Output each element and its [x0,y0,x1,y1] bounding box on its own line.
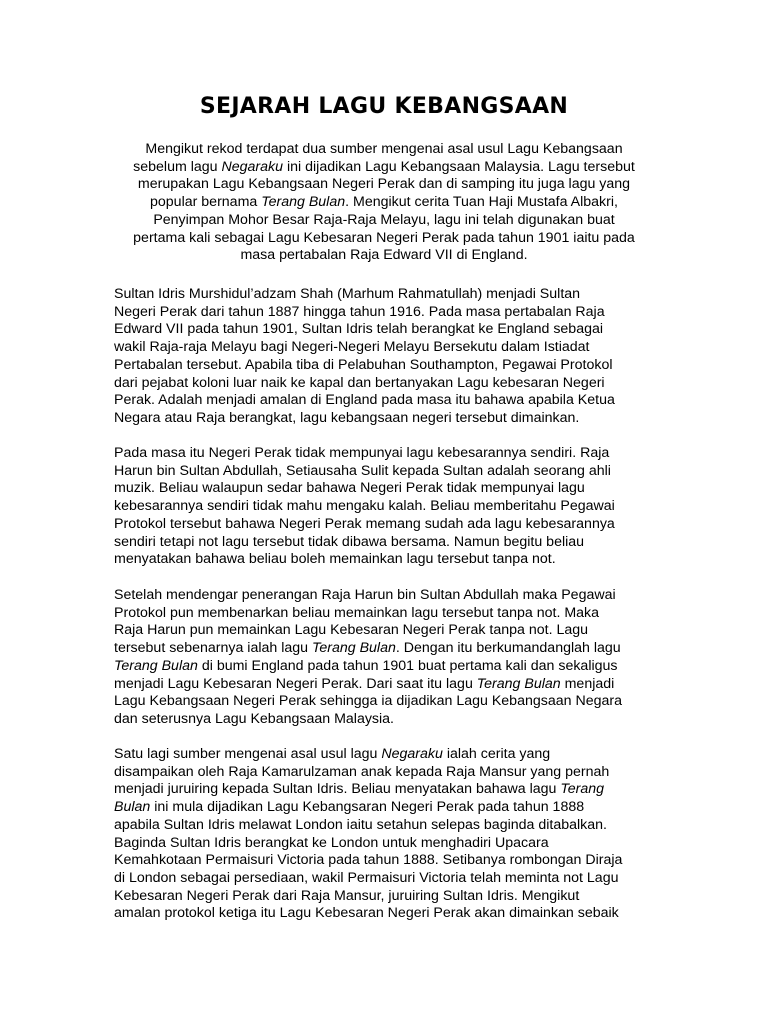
text-segment: ini mula dijadikan Lagu Kebangsaran Negeri Perak pada tahun 1888 [150,799,585,816]
text-line [114,480,662,498]
text-segment: Raja Harun pun memainkan Lagu Kebesaran Negeri Perak tanpa not. Lagu [114,622,589,639]
text-line [108,230,660,248]
text-segment: pertama kali sebagai Lagu Kebesaran Negeri Perak pada tahun 1901 iaitu pada [133,229,635,246]
text-segment: di London sebagai persediaan, wakil Permaisuri Victoria telah meminta not Lagu [114,869,619,886]
text-line [114,551,662,569]
text-line [114,640,662,658]
text-segment: Protokol pun membenarkan beliau memainkan lagu tersebut tanpa not. Maka [114,604,600,621]
text-segment: sebelum lagu [133,158,222,175]
text-line [108,194,660,212]
body-paragraph [114,587,662,729]
text-segment: merupakan Lagu Kebangsaan Negeri Perak dan di samping itu juga lagu yang [137,176,631,193]
text-line [114,410,662,428]
text-segment: di bumi England pada tahun 1901 buat pertama kali dan sekaligus [197,657,618,674]
text-line [114,711,662,729]
text-line [114,286,662,304]
text-segment: Satu lagi sumber mengenai asal usul lagu [114,746,382,762]
text-segment: Penyimpan Mohor Besar Raja-Raja Melayu, lagu ini telah digunakan buat [153,211,615,228]
text-segment: masa pertabalan Raja Edward VII di England. [240,247,528,264]
text-segment: dan seterusnya Lagu Kebangsaan Malaysia. [114,710,395,727]
text-segment: Lagu Kebangsaan Negeri Perak sehingga ia dijadikan Lagu Kebangsaan Negara [114,693,622,710]
text-line [114,693,662,711]
italic-title-text: Bulan [114,799,151,816]
text-segment: amalan protokol ketiga itu Lagu Kebesaran Negeri Perak akan dimainkan sebaik [114,905,619,922]
text-segment: Sultan Idris Murshidul’adzam Shah (Marhum Rahmatullah) menjadi Sultan [114,286,581,302]
text-line [114,321,662,339]
text-segment: Negara atau Raja berangkat, lagu kebangsaan negeri tersebut dimainkan. [114,409,580,426]
text-line [108,141,660,159]
text-line [114,764,662,782]
text-line [114,622,662,640]
text-segment: ini dijadikan Lagu Kebangsaan Malaysia. Lagu tersebut [283,158,635,175]
text-line [114,339,662,357]
text-segment: kebesarannya sendiri tidak mahu mengaku kalah. Beliau memberitahu Pegawai [114,498,615,515]
text-line [114,498,662,516]
italic-title-text: Terang Bulan [114,657,198,674]
text-segment: tersebut sebenarnya ialah lagu [114,640,312,657]
text-segment: menjadi juruiring kepada Sultan Idris. Beliau menyatakan bahawa lagu [114,781,561,798]
text-segment: Pertabalan tersebut. Apabila tiba di Pelabuhan Southampton, Pegawai Protokol [114,356,613,373]
text-line [114,658,662,676]
text-line [114,799,662,817]
text-segment: . Mengikut cerita Tuan Haji Mustafa Albakri, [345,194,618,211]
text-segment: Kemahkotaan Permaisuri Victoria pada tahun 1888. Setibanya rombongan Diraja [114,852,623,869]
text-line [114,781,662,799]
body-paragraph [114,746,662,923]
text-line [114,304,662,322]
text-line [114,463,662,481]
text-segment: Pada masa itu Negeri Perak tidak mempunyai lagu kebesarannya sendiri. Raja [114,445,610,461]
italic-title-text: Terang Bulan [261,194,346,211]
text-line [108,247,660,265]
text-line [114,516,662,534]
text-segment: menjadi Lagu Kebesaran Negeri Perak. Dari saat itu lagu [114,675,477,692]
text-line [108,176,660,194]
italic-title-text: Terang Bulan [311,640,396,657]
intro-paragraph [108,141,660,265]
text-segment: wakil Raja-raja Melayu bagi Negeri-Negeri Melayu Bersekutu dalam Istiadat [114,339,590,356]
text-segment: dari pejabat koloni luar naik ke kapal dan bertanyakan Lagu kebesaran Negeri [114,374,605,391]
text-segment: apabila Sultan Idris melawat London iaitu setahun selepas baginda ditabalkan. [114,816,607,833]
text-line [114,392,662,410]
text-line [114,746,662,764]
text-segment: Setelah mendengar penerangan Raja Harun bin Sultan Abdullah maka Pegawai [114,587,616,603]
text-segment: Negeri Perak dari tahun 1887 hingga tahun 1916. Pada masa pertabalan Raja [114,303,605,320]
text-segment: ialah cerita yang [442,746,551,762]
text-segment: menjadi [560,675,615,692]
text-line [114,817,662,835]
text-segment: Mengikut rekod terdapat dua sumber mengenai asal usul Lagu Kebangsaan [145,141,623,157]
body-paragraph [114,445,662,569]
text-segment: muzik. Beliau walaupun sedar bahawa Negeri Perak tidak mempunyai lagu [114,480,585,497]
text-segment: . Dengan itu berkumandanglah lagu [395,640,621,657]
text-line [108,212,660,230]
text-segment: Edward VII pada tahun 1901, Sultan Idris telah berangkat ke England sebagai [114,321,604,338]
text-segment: Protokol tersebut bahawa Negeri Perak memang sudah ada lagu kebesarannya [114,515,615,532]
text-line [114,905,662,923]
text-line [114,357,662,375]
text-segment: Perak. Adalah menjadi amalan di England pada masa itu bahawa apabila Ketua [114,392,615,409]
text-segment: sendiri tetapi not lagu tersebut tidak dibawa bersama. Namun begitu beliau [114,533,585,550]
italic-title-text: Negaraku [381,746,443,762]
text-line [114,375,662,393]
text-segment: Harun bin Sultan Abdullah, Setiausaha Sulit kepada Sultan adalah seorang ahli [114,462,611,479]
text-line [114,605,662,623]
italic-title-text: Terang [560,781,605,798]
text-line [114,852,662,870]
italic-title-text: Terang Bulan [476,675,561,692]
text-line [114,676,662,694]
text-segment: Baginda Sultan Idris berangkat ke London untuk menghadiri Upacara [114,834,549,851]
text-line [114,587,662,605]
text-segment: popular bernama [150,194,262,211]
document-title: SEJARAH LAGU KEBANGSAAN [199,94,569,119]
italic-title-text: Negaraku [221,158,284,175]
text-line [114,870,662,888]
body-paragraph [114,286,662,428]
text-line [114,534,662,552]
text-line [114,888,662,906]
text-segment: Kebesaran Negeri Perak dari Raja Mansur, juruiring Sultan Idris. Mengikut [114,887,580,904]
text-line [114,445,662,463]
text-line [108,159,660,177]
text-segment: disampaikan oleh Raja Kamarulzaman anak kepada Raja Mansur yang pernah [114,763,610,780]
text-segment: menyatakan bahawa beliau boleh memainkan lagu tersebut tanpa not. [114,551,556,568]
text-line [114,835,662,853]
